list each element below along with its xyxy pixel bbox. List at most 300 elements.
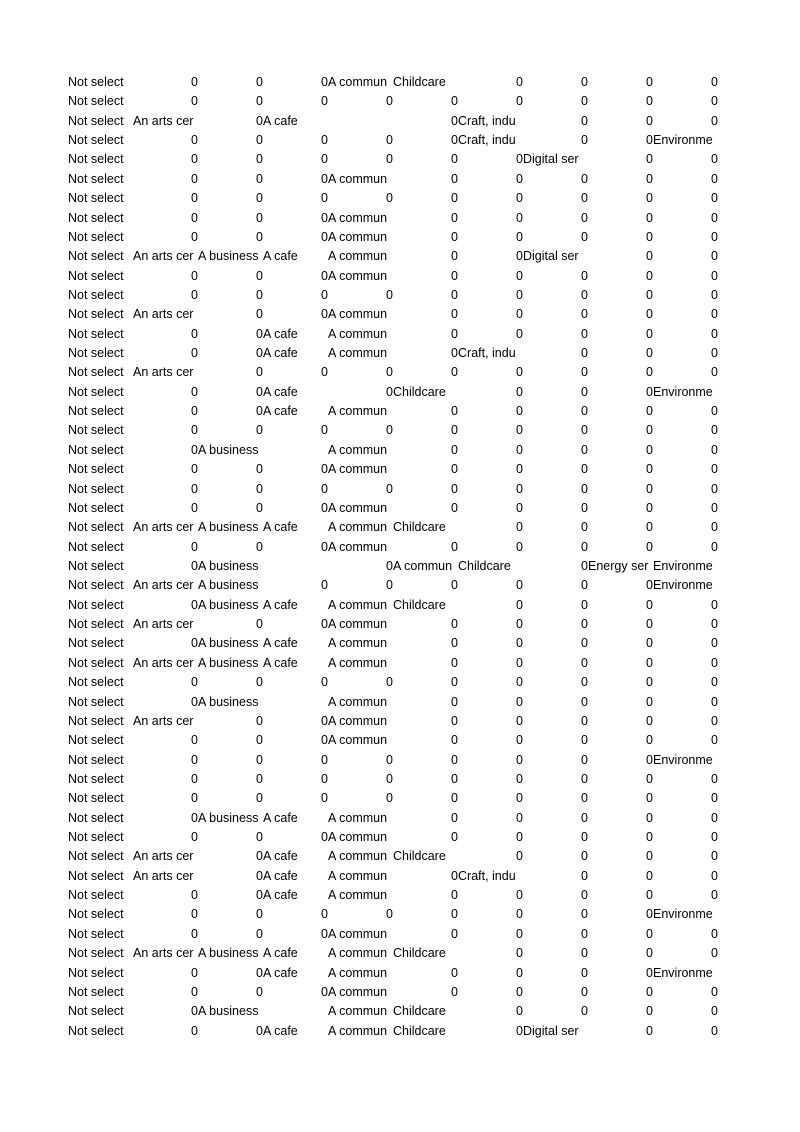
table-cell[interactable]: 0 [516, 481, 523, 496]
table-cell[interactable]: 0 [321, 539, 328, 554]
table-cell[interactable]: Not select [68, 868, 124, 883]
table-cell[interactable]: 0 [581, 655, 588, 670]
table-cell[interactable]: 0 [256, 1023, 263, 1038]
table-cell[interactable]: Not select [68, 791, 124, 806]
table-cell[interactable]: 0 [711, 404, 718, 419]
table-cell[interactable]: 0 [256, 171, 263, 186]
table-cell[interactable]: 0 [256, 849, 263, 864]
table-cell[interactable]: 0 [451, 984, 458, 999]
table-cell[interactable]: A commun [328, 268, 388, 283]
table-cell[interactable]: 0 [451, 694, 458, 709]
table-cell[interactable]: 0 [581, 307, 588, 322]
table-cell[interactable]: 0 [581, 500, 588, 515]
table-cell[interactable]: 0 [321, 210, 328, 225]
table-cell[interactable]: A cafe [263, 946, 298, 961]
table-cell[interactable]: 0 [646, 481, 653, 496]
table-cell[interactable]: 0 [256, 888, 263, 903]
table-cell[interactable]: 0 [321, 191, 328, 206]
table-cell[interactable]: A cafe [263, 810, 298, 825]
table-cell[interactable]: 0 [451, 423, 458, 438]
table-cell[interactable]: 0 [386, 558, 393, 573]
table-cell[interactable]: 0 [581, 1004, 588, 1019]
table-cell[interactable]: 0 [516, 191, 523, 206]
table-cell[interactable]: 0 [711, 307, 718, 322]
table-cell[interactable]: 0 [581, 617, 588, 632]
table-cell[interactable] [263, 557, 328, 576]
table-cell[interactable]: 0 [451, 539, 458, 554]
table-cell[interactable]: 0 [711, 733, 718, 748]
table-cell[interactable]: 0 [386, 287, 393, 302]
table-cell[interactable]: 0 [581, 191, 588, 206]
table-cell[interactable]: 0 [191, 481, 198, 496]
table-cell[interactable]: 0 [581, 462, 588, 477]
table-cell[interactable]: Not select [68, 268, 124, 283]
table-cell[interactable]: 0 [191, 229, 198, 244]
table-cell[interactable]: 0 [191, 810, 198, 825]
table-cell[interactable]: A commun [328, 229, 388, 244]
table-cell[interactable]: 0 [516, 752, 523, 767]
table-cell[interactable]: 0 [711, 94, 718, 109]
table-cell[interactable]: An arts cer [133, 520, 194, 535]
table-cell[interactable]: Not select [68, 346, 124, 361]
table-cell[interactable]: 0 [581, 268, 588, 283]
table-cell[interactable]: 0 [646, 229, 653, 244]
table-cell[interactable]: 0 [646, 423, 653, 438]
table-cell[interactable]: 0 [581, 946, 588, 961]
table-cell[interactable]: 0 [256, 984, 263, 999]
table-cell[interactable]: 0 [646, 907, 653, 922]
table-cell[interactable]: A business [198, 578, 259, 593]
table-cell[interactable]: 0 [516, 791, 523, 806]
table-cell[interactable]: 0 [451, 171, 458, 186]
table-cell[interactable]: 0 [516, 249, 523, 264]
table-cell[interactable]: An arts cer [133, 946, 194, 961]
table-cell[interactable]: A commun [393, 558, 453, 573]
table-cell[interactable]: 0 [646, 113, 653, 128]
table-cell[interactable]: 0 [451, 617, 458, 632]
table-cell[interactable]: A commun [328, 171, 388, 186]
table-cell[interactable]: A business [198, 694, 259, 709]
table-cell[interactable]: 0 [646, 500, 653, 515]
table-cell[interactable]: 0 [516, 771, 523, 786]
table-cell[interactable]: 0 [451, 307, 458, 322]
table-cell[interactable]: 0 [646, 442, 653, 457]
table-cell[interactable]: 0 [646, 268, 653, 283]
table-cell[interactable]: 0 [191, 597, 198, 612]
table-cell[interactable]: A commun [328, 655, 388, 670]
table-cell[interactable]: A cafe [263, 655, 298, 670]
table-cell[interactable]: 0 [451, 675, 458, 690]
table-cell[interactable]: 0 [711, 268, 718, 283]
table-cell[interactable]: 0 [646, 597, 653, 612]
table-cell[interactable]: Not select [68, 617, 124, 632]
table-cell[interactable]: 0 [516, 694, 523, 709]
table-cell[interactable]: Not select [68, 133, 124, 148]
table-cell[interactable]: Not select [68, 210, 124, 225]
table-cell[interactable]: An arts cer [133, 868, 194, 883]
table-cell[interactable]: 0 [646, 365, 653, 380]
table-cell[interactable]: 0 [646, 946, 653, 961]
table-cell[interactable]: 0 [191, 984, 198, 999]
table-cell[interactable]: A cafe [263, 384, 298, 399]
table-cell[interactable]: A cafe [263, 868, 298, 883]
table-cell[interactable]: Not select [68, 113, 124, 128]
table-cell[interactable]: 0 [646, 733, 653, 748]
table-cell[interactable]: A commun [328, 1023, 388, 1038]
table-cell[interactable]: 0 [256, 307, 263, 322]
table-cell[interactable]: 0 [516, 171, 523, 186]
table-cell[interactable]: 0 [451, 868, 458, 883]
table-cell[interactable]: 0 [256, 113, 263, 128]
table-cell[interactable]: 0 [191, 94, 198, 109]
table-cell[interactable]: 0 [646, 94, 653, 109]
table-cell[interactable]: 0 [256, 771, 263, 786]
table-cell[interactable]: Environme [653, 384, 713, 399]
table-cell[interactable]: 0 [321, 771, 328, 786]
table-cell[interactable]: 0 [711, 326, 718, 341]
table-cell[interactable] [263, 1002, 328, 1021]
table-cell[interactable]: Childcare [393, 75, 446, 89]
table-cell[interactable]: A commun [328, 694, 388, 709]
table-cell[interactable]: A commun [328, 500, 388, 515]
table-cell[interactable]: A commun [328, 888, 388, 903]
table-cell[interactable]: A cafe [263, 849, 298, 864]
table-cell[interactable]: 0 [451, 752, 458, 767]
table-cell[interactable]: 0 [191, 733, 198, 748]
table-cell[interactable]: Not select [68, 713, 124, 728]
table-cell[interactable]: 0 [256, 907, 263, 922]
table-cell[interactable]: 0 [386, 771, 393, 786]
table-cell[interactable]: 0 [646, 655, 653, 670]
table-cell[interactable]: 0 [646, 171, 653, 186]
table-cell[interactable]: 0 [581, 229, 588, 244]
table-cell[interactable]: 0 [516, 675, 523, 690]
table-cell[interactable]: 0 [256, 500, 263, 515]
table-cell[interactable]: 0 [711, 113, 718, 128]
table-cell[interactable]: 0 [581, 810, 588, 825]
table-cell[interactable]: 0 [581, 133, 588, 148]
table-cell[interactable]: A business [198, 249, 259, 264]
table-cell[interactable]: 0 [256, 384, 263, 399]
table-cell[interactable]: 0 [711, 713, 718, 728]
table-cell[interactable]: A commun [328, 1004, 388, 1019]
table-cell[interactable]: 0 [516, 597, 523, 612]
table-cell[interactable]: 0 [711, 539, 718, 554]
table-cell[interactable]: 0 [191, 965, 198, 980]
table-cell[interactable]: 0 [581, 694, 588, 709]
table-cell[interactable]: 0 [711, 694, 718, 709]
table-cell[interactable]: 0 [646, 1004, 653, 1019]
table-cell[interactable]: 0 [386, 94, 393, 109]
table-cell[interactable]: 0 [646, 694, 653, 709]
table-cell[interactable]: Childcare [393, 520, 446, 535]
table-cell[interactable]: A commun [328, 617, 388, 632]
table-cell[interactable]: 0 [646, 287, 653, 302]
table-cell[interactable]: Not select [68, 849, 124, 864]
table-cell[interactable]: Not select [68, 636, 124, 651]
table-cell[interactable]: 0 [256, 152, 263, 167]
table-cell[interactable]: A cafe [263, 965, 298, 980]
table-cell[interactable]: Not select [68, 888, 124, 903]
table-cell[interactable]: 0 [646, 578, 653, 593]
table-cell[interactable]: 0 [711, 152, 718, 167]
table-cell[interactable]: 0 [321, 268, 328, 283]
table-cell[interactable]: 0 [516, 423, 523, 438]
table-cell[interactable]: 0 [581, 578, 588, 593]
table-cell[interactable]: A commun [328, 868, 388, 883]
table-cell[interactable]: 0 [451, 810, 458, 825]
table-cell[interactable]: A business [198, 1004, 259, 1019]
table-cell[interactable]: 0 [321, 675, 328, 690]
table-cell[interactable]: 0 [256, 191, 263, 206]
table-cell[interactable]: Not select [68, 830, 124, 845]
table-cell[interactable]: 0 [646, 346, 653, 361]
table-cell[interactable]: A cafe [263, 888, 298, 903]
table-cell[interactable]: 0 [321, 307, 328, 322]
table-cell[interactable]: 0 [321, 481, 328, 496]
table-cell[interactable]: 0 [321, 713, 328, 728]
table-cell[interactable]: A commun [328, 539, 388, 554]
table-cell[interactable]: 0 [711, 1004, 718, 1019]
table-cell[interactable]: A commun [328, 597, 388, 612]
table-cell[interactable]: 0 [256, 752, 263, 767]
table-cell[interactable]: 0 [516, 965, 523, 980]
table-cell[interactable]: 0 [321, 926, 328, 941]
table-cell[interactable]: 0 [711, 830, 718, 845]
table-cell[interactable]: Environme [653, 752, 713, 767]
table-cell[interactable]: A business [198, 558, 259, 573]
table-cell[interactable]: 0 [581, 481, 588, 496]
table-cell[interactable]: Environme [653, 578, 713, 593]
table-cell[interactable]: 0 [256, 462, 263, 477]
table-cell[interactable]: 0 [191, 694, 198, 709]
table-cell[interactable]: A business [198, 946, 259, 961]
table-cell[interactable]: 0 [191, 888, 198, 903]
table-cell[interactable]: 0 [711, 597, 718, 612]
table-cell[interactable]: 0 [451, 287, 458, 302]
table-cell[interactable]: 0 [646, 152, 653, 167]
table-cell[interactable]: 0 [191, 191, 198, 206]
table-cell[interactable]: 0 [321, 171, 328, 186]
table-cell[interactable]: 0 [321, 733, 328, 748]
table-cell[interactable]: 0 [581, 713, 588, 728]
table-cell[interactable]: Not select [68, 675, 124, 690]
table-cell[interactable]: 0 [646, 249, 653, 264]
table-cell[interactable]: 0 [516, 287, 523, 302]
table-cell[interactable]: 0 [711, 868, 718, 883]
table-cell[interactable]: 0 [321, 791, 328, 806]
table-cell[interactable]: 0 [581, 888, 588, 903]
table-cell[interactable]: 0 [711, 655, 718, 670]
table-cell[interactable]: 0 [386, 907, 393, 922]
table-cell[interactable]: 0 [191, 442, 198, 457]
table-cell[interactable]: Digital ser [523, 249, 579, 264]
table-cell[interactable]: Childcare [393, 1004, 446, 1019]
table-cell[interactable]: 0 [711, 500, 718, 515]
table-cell[interactable]: 0 [386, 152, 393, 167]
table-cell[interactable]: A commun [328, 946, 388, 961]
table-cell[interactable]: A business [198, 636, 259, 651]
table-cell[interactable]: 0 [581, 346, 588, 361]
table-cell[interactable]: 0 [256, 868, 263, 883]
table-cell[interactable]: Not select [68, 771, 124, 786]
table-cell[interactable]: 0 [516, 1004, 523, 1019]
table-cell[interactable]: 0 [256, 229, 263, 244]
table-cell[interactable]: 0 [711, 675, 718, 690]
table-cell[interactable]: 0 [256, 830, 263, 845]
table-cell[interactable]: 0 [581, 597, 588, 612]
table-cell[interactable]: 0 [256, 75, 263, 89]
table-cell[interactable]: 0 [191, 675, 198, 690]
table-cell[interactable]: 0 [581, 791, 588, 806]
table-cell[interactable]: Digital ser [523, 1023, 579, 1038]
table-cell[interactable]: 0 [646, 191, 653, 206]
table-cell[interactable]: 0 [711, 926, 718, 941]
table-cell[interactable]: Not select [68, 558, 124, 573]
table-cell[interactable]: 0 [321, 287, 328, 302]
table-cell[interactable]: 0 [321, 365, 328, 380]
table-cell[interactable]: 0 [516, 307, 523, 322]
table-cell[interactable]: 0 [516, 520, 523, 535]
table-cell[interactable]: 0 [711, 520, 718, 535]
table-cell[interactable]: Not select [68, 926, 124, 941]
table-cell[interactable]: An arts cer [133, 578, 194, 593]
table-cell[interactable]: 0 [191, 752, 198, 767]
table-cell[interactable]: 0 [516, 578, 523, 593]
table-cell[interactable]: 0 [386, 791, 393, 806]
table-cell[interactable]: 0 [581, 984, 588, 999]
table-cell[interactable]: A cafe [263, 346, 298, 361]
table-cell[interactable]: 0 [451, 965, 458, 980]
table-cell[interactable]: 0 [321, 133, 328, 148]
table-cell[interactable]: 0 [451, 578, 458, 593]
table-cell[interactable]: 0 [516, 500, 523, 515]
table-cell[interactable]: Not select [68, 694, 124, 709]
table-cell[interactable]: 0 [711, 442, 718, 457]
table-cell[interactable]: 0 [191, 133, 198, 148]
table-cell[interactable]: 0 [646, 713, 653, 728]
table-cell[interactable]: Not select [68, 326, 124, 341]
table-cell[interactable]: 0 [256, 365, 263, 380]
table-cell[interactable]: Environme [653, 133, 713, 148]
table-cell[interactable]: 0 [386, 675, 393, 690]
table-cell[interactable]: 0 [191, 210, 198, 225]
table-cell[interactable]: 0 [516, 984, 523, 999]
table-cell[interactable]: 0 [256, 539, 263, 554]
table-cell[interactable]: 0 [711, 210, 718, 225]
table-cell[interactable]: Not select [68, 404, 124, 419]
table-cell[interactable]: 0 [451, 791, 458, 806]
table-cell[interactable]: 0 [321, 907, 328, 922]
table-cell[interactable]: 0 [451, 152, 458, 167]
table-cell[interactable]: An arts cer [133, 849, 194, 864]
table-cell[interactable]: 0 [451, 113, 458, 128]
table-cell[interactable]: A commun [328, 810, 388, 825]
table-cell[interactable]: 0 [581, 907, 588, 922]
table-cell[interactable]: 0 [581, 733, 588, 748]
table-cell[interactable]: 0 [256, 791, 263, 806]
table-cell[interactable]: 0 [451, 191, 458, 206]
table-cell[interactable]: 0 [516, 849, 523, 864]
table-cell[interactable]: Not select [68, 152, 124, 167]
table-cell[interactable]: 0 [256, 326, 263, 341]
table-cell[interactable]: Childcare [393, 946, 446, 961]
table-cell[interactable]: A cafe [263, 404, 298, 419]
table-cell[interactable]: 0 [646, 888, 653, 903]
table-cell[interactable]: 0 [516, 888, 523, 903]
table-cell[interactable]: Childcare [458, 558, 511, 573]
table-cell[interactable]: 0 [191, 1004, 198, 1019]
table-cell[interactable]: 0 [451, 733, 458, 748]
table-cell[interactable]: 0 [191, 384, 198, 399]
table-cell[interactable]: A cafe [263, 326, 298, 341]
table-cell[interactable]: 0 [256, 481, 263, 496]
table-cell[interactable]: A commun [328, 462, 388, 477]
table-cell[interactable]: A commun [328, 984, 388, 999]
table-cell[interactable]: An arts cer [133, 249, 194, 264]
table-cell[interactable]: 0 [386, 133, 393, 148]
table-cell[interactable]: Childcare [393, 384, 446, 399]
table-cell[interactable]: 0 [646, 965, 653, 980]
table-cell[interactable]: 0 [191, 771, 198, 786]
table-cell[interactable]: 0 [581, 423, 588, 438]
table-cell[interactable]: 0 [711, 365, 718, 380]
table-cell[interactable]: 0 [516, 365, 523, 380]
table-cell[interactable]: A commun [328, 713, 388, 728]
table-cell[interactable]: 0 [451, 346, 458, 361]
table-cell[interactable]: 0 [191, 404, 198, 419]
table-cell[interactable]: Not select [68, 423, 124, 438]
table-cell[interactable]: Not select [68, 1004, 124, 1019]
table-cell[interactable]: 0 [321, 752, 328, 767]
table-cell[interactable]: 0 [321, 578, 328, 593]
table-cell[interactable]: 0 [516, 1023, 523, 1038]
table-cell[interactable]: 0 [516, 810, 523, 825]
table-cell[interactable]: 0 [711, 984, 718, 999]
table-cell[interactable]: A commun [328, 520, 388, 535]
table-cell[interactable]: 0 [711, 810, 718, 825]
table-cell[interactable]: 0 [321, 94, 328, 109]
table-cell[interactable]: 0 [516, 268, 523, 283]
table-cell[interactable]: A cafe [263, 1023, 298, 1038]
table-cell[interactable]: 0 [451, 442, 458, 457]
table-cell[interactable]: 0 [321, 500, 328, 515]
table-cell[interactable]: 0 [646, 133, 653, 148]
table-cell[interactable]: 0 [711, 346, 718, 361]
table-cell[interactable]: A cafe [263, 249, 298, 264]
table-cell[interactable]: A commun [328, 210, 388, 225]
table-cell[interactable]: 0 [516, 462, 523, 477]
table-cell[interactable]: 0 [646, 810, 653, 825]
table-cell[interactable]: An arts cer [133, 655, 194, 670]
table-cell[interactable]: Not select [68, 442, 124, 457]
table-cell[interactable]: 0 [451, 326, 458, 341]
table-cell[interactable]: 0 [191, 1023, 198, 1038]
table-cell[interactable]: 0 [581, 539, 588, 554]
table-cell[interactable]: 0 [516, 655, 523, 670]
table-cell[interactable]: 0 [646, 539, 653, 554]
table-cell[interactable]: 0 [711, 888, 718, 903]
table-cell[interactable]: An arts cer [133, 713, 194, 728]
table-cell[interactable]: 0 [646, 868, 653, 883]
table-cell[interactable]: 0 [386, 191, 393, 206]
table-cell[interactable]: Not select [68, 500, 124, 515]
table-cell[interactable]: 0 [191, 346, 198, 361]
table-cell[interactable]: 0 [191, 636, 198, 651]
table-cell[interactable]: 0 [191, 539, 198, 554]
table-cell[interactable]: 0 [451, 210, 458, 225]
table-cell[interactable]: A cafe [263, 520, 298, 535]
